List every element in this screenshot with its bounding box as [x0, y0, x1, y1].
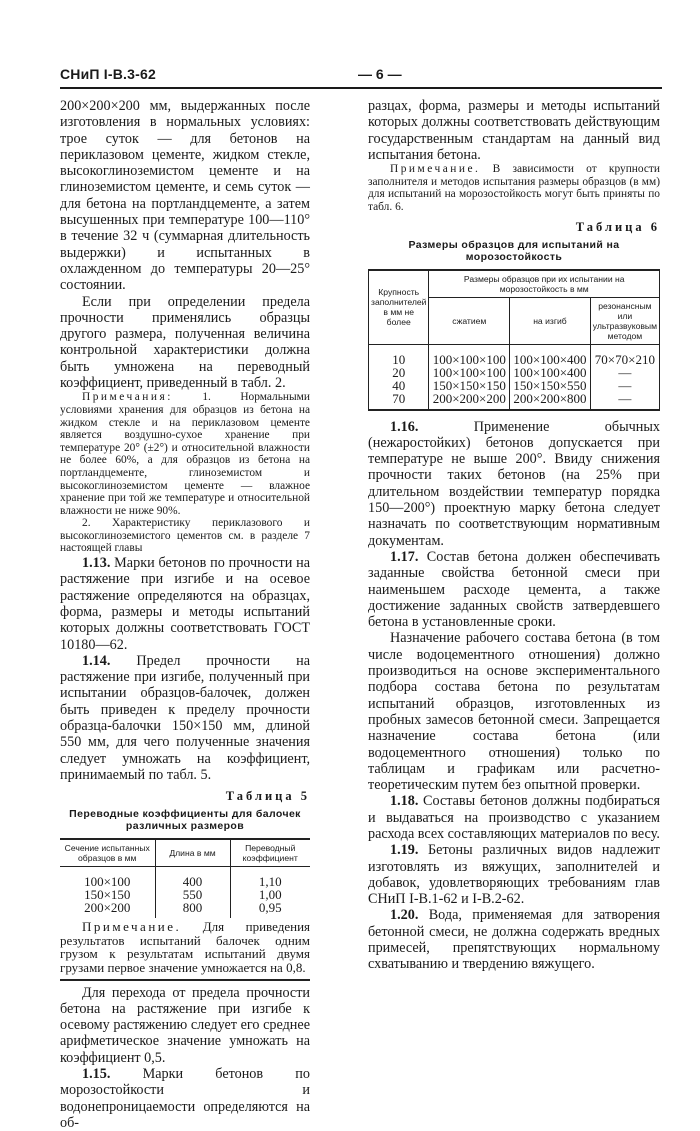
column-header: Длина в мм	[155, 839, 230, 867]
table-6-label: Таблица 6	[575, 219, 660, 234]
section-text: Применение обычных (нежаростойких) бетонов допускается при температуре не выше 200°. Ввиду снижения прочности таких бетонов (на 25% при длительном воздействии температур порядка 150—200°) проектную марку бетона следует назначать по соответствующим нормативным документам.	[368, 418, 660, 549]
section-number: 1.15.	[82, 1066, 111, 1083]
table-5-title	[60, 808, 310, 832]
note-label: Примечание.	[82, 919, 182, 935]
section-text: Бетоны различных видов надлежит изготовлять из вяжущих, заполнителей и добавок, удовлетворяющих требованиям глав СНиП I-В.1-62 и I-В.2-62.	[368, 842, 660, 908]
table-6	[368, 269, 660, 411]
section-text: Составы бетонов должны подбираться и выдаваться на производство с указанием расхода всех составляющих материалов по весу.	[368, 793, 660, 842]
column-header: на изгиб	[510, 297, 591, 344]
section-1-20	[368, 907, 660, 972]
paragraph: Назначение рабочего состава бетона (в том числе водоцементного отношения) должно производиться на основе экспериментального подбора состава бетона по результатам испытаний образцов, изготовленных из пробных замесов бетонной смеси. Запрещается назначение состава бетона (или водоцементного отношения) только по таблицам и графикам или расчетно-теоретическим путем без опытной проверки.	[368, 630, 660, 794]
note-label: Примечание.	[390, 163, 481, 176]
section-text: Предел прочности на растяжение при изгибе, полученный при испытании образцов-балочек, должен быть приведен к пределу прочности образца-балочки 150×150 мм, длиной 550 мм, для чего полученные значения следует умножать на коэффициент, принимаемый по табл. 5.	[60, 652, 310, 783]
paragraph: разцах, форма, размеры и методы испытаний которых должны соответствовать действующим государственным стандартам на данный вид испытания бетона.	[368, 98, 660, 163]
left-column	[60, 98, 310, 1131]
page-number: — 6 —	[358, 66, 402, 82]
column-header: Переводный коэффициент	[230, 839, 310, 867]
section-number: 1.20.	[390, 907, 419, 924]
cell-length: 400 550 800	[155, 867, 230, 919]
section-number: 1.14.	[82, 652, 111, 669]
cell-compression: 100×100×100 100×100×100 150×150×150 200×200×200	[429, 344, 510, 410]
cell-aggregate: 10 20 40 70	[369, 344, 429, 410]
paragraph: 200×200×200 мм, выдержанных после изготовления в нормальных условиях: трое суток — для бетонов на периклазовом цементе, жидком стекле, высокоглиноземистом цементе и на глиноземистом цементе, и семь суток — для бетона на портландцементе, а затем высушенных при температуре 100—110° в течение 32 ч (суммарная длительность выдержки) и испытанных в охлажденном до температуры 20—25° состоянии.	[60, 98, 310, 294]
section-1-19	[368, 842, 660, 907]
table-5-grid	[60, 838, 310, 918]
column-header: Крупность заполнителей в мм не более	[369, 270, 429, 345]
section-number: 1.19.	[390, 842, 419, 859]
title-line: различных размеров	[125, 820, 245, 833]
header-rule	[60, 87, 662, 89]
cell-coefficient: 1,10 1,00 0,95	[230, 867, 310, 919]
section-number: 1.18.	[390, 793, 419, 810]
cell-resonance: 70×70×210 — — —	[590, 344, 659, 410]
section-number: 1.13.	[82, 555, 111, 572]
table-row	[369, 344, 660, 410]
column-header: Сечение испытанных образцов в мм	[60, 839, 155, 867]
section-1-16	[368, 419, 660, 549]
table-5-note	[60, 920, 310, 974]
note	[368, 163, 660, 213]
note-2: 2. Характеристику периклазового и высокоглиноземистого цементов см. в разделе 7 настоящей главы	[60, 517, 310, 555]
paragraph: Для перехода от предела прочности бетона на растяжение при изгибе к осевому растяжению следует его среднее арифметическое значение умножать на коэффициент 0,5.	[60, 984, 310, 1066]
table-5	[60, 838, 310, 980]
section-1-15	[60, 1066, 310, 1131]
section-1-17	[368, 549, 660, 630]
column-header: резонансным или ультразвуковым методом	[590, 297, 659, 344]
paragraph: Если при определении предела прочности применялись образцы другого размера, полученная величина контрольной характеристики должна быть умножена на переводный коэффициент, приведенный в табл. 2.	[60, 293, 310, 392]
section-text: Состав бетона должен обеспечивать заданные свойства бетонной смеси при наименьшем расходе цемента, а также достижение заданных свойств затвердевшего бетона в установленные сроки.	[368, 548, 660, 631]
cell-section: 100×100 150×150 200×200	[60, 867, 155, 919]
section-1-14	[60, 653, 310, 783]
notes	[60, 391, 310, 517]
section-number: 1.16.	[390, 418, 419, 435]
title-line: Размеры образцов для испытаний на	[408, 238, 620, 251]
section-text: Вода, применяемая для затворения бетонной смеси, не должна содержать вредных примесей, препятствующих нормальному схватыванию и твердению вяжущего.	[368, 907, 660, 973]
cell-bending: 100×100×400 100×100×400 150×150×550 200×200×800	[510, 344, 591, 410]
column-group-header: Размеры образцов при их испытании на морозостойкость в мм	[429, 270, 660, 298]
table-6-title	[368, 239, 660, 263]
section-text: Марки бетонов по прочности на растяжение при изгибе и на осевое растяжение определяются на образцах, форма, размеры и методы испытаний которых должны соответствовать ГОСТ 10180—62.	[60, 555, 310, 653]
title-line: Переводные коэффициенты для балочек	[69, 808, 301, 821]
right-column	[368, 98, 660, 973]
table-row	[60, 867, 310, 919]
running-header	[60, 64, 660, 86]
section-text: Марки бетонов по морозостойкости и водонепроницаемости определяются на об-	[60, 1066, 310, 1131]
column-header: сжатием	[429, 297, 510, 344]
section-1-13	[60, 555, 310, 653]
note-text: Для приведения результатов испытаний балочек одним грузом к результатам испытаний двумя грузами первое значение умножается на 0,8.	[60, 919, 310, 975]
title-line: морозостойкость	[465, 250, 563, 263]
section-1-18	[368, 793, 660, 842]
note-1: 1. Нормальными условиями хранения для образцов из бетона на жидком стекле и на периклазовом цементе является воздушно-сухое хранение при температуре 20° (±2°) и относительной влажности не более 60%, а для образцов из бетона на портландцементе, глиноземистом и высокоглиноземистом цементе — влажное хранение при той же температуре и относительной влажности не ниже 90%.	[60, 391, 310, 517]
note-text: В зависимости от крупности заполнителя и методов испытания размеры образцов (в мм) для испытаний на морозостойкость могут быть приняты по табл. 6.	[368, 163, 660, 213]
table-5-label: Таблица 5	[225, 789, 310, 804]
document-code: СНиП I-В.3-62	[60, 66, 156, 82]
section-number: 1.17.	[390, 548, 419, 565]
notes-label: Примечания:	[82, 391, 173, 404]
